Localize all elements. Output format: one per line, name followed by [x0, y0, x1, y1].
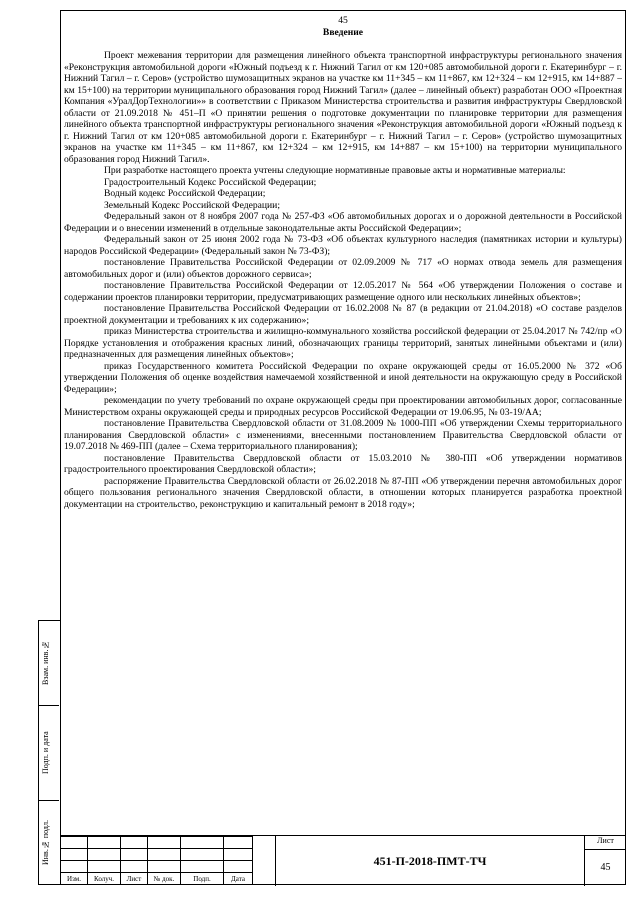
paragraph: постановление Правительства Российской Федерации от 02.09.2009 № 717 «О нормах отвода земель для размещения автомобильных дорог и (или) объектов дорожного сервиса»; — [64, 257, 622, 280]
paragraph: Водный кодекс Российской Федерации; — [104, 188, 266, 199]
col-ndok: № док. — [148, 873, 181, 885]
paragraph: распоряжение Правительства Свердловской области от 26.02.2018 № 87-ПП «Об утверждении перечня автомобильных дорог общего пользования регионального значения Свердловской области, в отношении которых планируется разработка проектной документации на строительство, реконструкцию и капитальный ремонт в 2018 году»; — [64, 475, 622, 510]
paragraph: постановление Правительства Российской Федерации от 12.05.2017 № 564 «Об утверждении Положения о составе и содержании проектов планировки территории, предусматривающих размещение одного или нескольких линейных объектов»; — [64, 280, 622, 303]
document-body — [64, 15, 622, 840]
side-cell — [39, 801, 59, 885]
side-label-replace-inv: Взам. инв.№ — [41, 640, 50, 686]
sheet-number: 45 — [600, 862, 611, 873]
page-number: 45 — [338, 15, 348, 26]
paragraph: приказ Министерства строительства и жилищно-коммунального хозяйства российской федерации от 25.04.2017 № 742/пр «О Порядке установления и отображения красных линий, обозначающих границы территорий, занятых линейными объектами и (или) предназначенных для размещения линейных объектов»; — [64, 326, 622, 360]
col-data: Дата — [224, 873, 253, 885]
paragraph: Проект межевания территории для размещения линейного объекта транспортной инфраструктуры регионального значения «Реконструкция автомобильной дороги «Южный подъезд к г. Нижний Тагил от км 120+085 автомобильной дороги г. Екатеринбург – г. Нижний Тагил – г. Серов» (устройство шумозащитных экранов на участке км 11+345 – км 11+867, км 12+324 – км 12+915, км 14+887 – км 15+100) на территории муниципального образования город Нижний Тагил» (далее – линейный объект) разработан ООО «Проектная Компания «УралДорТехнологии»» в соответствии с Приказом Министерства строительства и развития инфраструктуры Свердловской области от 21.09.2018 № 451–П «О принятии решения о подготовке документации по планировке территории для размещения линейного объекта транспортной инфраструктуры регионального значения «Реконструкция автомобильной дороги «Южный подъезд к г. Нижний Тагил от км 120+085 автомобильной дороги г. Екатеринбург – г. Нижний Тагил – г. Серов» (устройство шумозащитных экранов на участке км 11+345 – км 11+867, км 12+324 – км 12+915, км 14+887 – км 15+100) на территории муниципального образования город Нижний Тагил». — [64, 50, 622, 165]
side-label-inv-original: Инв.№ подл. — [41, 820, 50, 866]
section-heading: Введение — [322, 26, 364, 38]
paragraph: Федеральный закон от 8 ноября 2007 года № 257-ФЗ «Об автомобильных дорогах и о дорожной деятельности в Российской Федерации и о внесении изменений в отдельные законодательные акты Российской Федерации»; — [64, 211, 622, 234]
side-label-sign-date: Подп. и дата — [41, 731, 50, 775]
side-cell — [39, 706, 59, 801]
side-stamp-strip — [38, 620, 60, 885]
paragraph: Градостроительный Кодекс Российской Федерации; — [104, 176, 317, 188]
sheet-box — [585, 836, 626, 886]
paragraph: При разработке настоящего проекта учтены следующие нормативные правовые акты и нормативные материалы: — [104, 165, 566, 176]
paragraph: Земельный Кодекс Российской Федерации; — [104, 199, 280, 211]
side-cell — [39, 621, 59, 706]
col-izm: Изм. — [61, 873, 88, 885]
sheet-label: Лист — [585, 836, 626, 850]
document-code: 451-П-2018-ПМТ-ТЧ — [275, 836, 585, 886]
col-podp: Подп. — [181, 873, 224, 885]
paragraph: постановление Правительства Российской Федерации от 16.02.2008 № 87 (в редакции от 21.04.2018) «О составе разделов проектной документации и требованиях к их содержанию»; — [64, 303, 622, 326]
paragraph: постановление Правительства Свердловской области от 31.08.2009 № 1000-ПП «Об утверждении Схемы территориального планирования Свердловской области» с изменениями, внесенными постановлением Правительства Свердловской области от 19.07.2018 № 469-ПП (далее – Схема территориального планирования); — [64, 418, 622, 452]
title-block — [60, 835, 626, 885]
paragraph: постановление Правительства Свердловской области от 15.03.2010 № 380-ПП «Об утверждении нормативов градостроительного проектирования Свердловской области»; — [64, 452, 622, 475]
paragraph: Федеральный закон от 25 июня 2002 года № 73-ФЗ «Об объектах культурного наследия (памятниках истории и культуры) народов Российской Федерации» (Федеральный закон № 73-ФЗ); — [64, 234, 622, 257]
col-list: Лист — [121, 873, 148, 885]
paragraph: приказ Государственного комитета Российской Федерации по охране окружающей среды от 16.05.2000 № 372 «Об утверждении Положения об оценке воздействия намечаемой хозяйственной и иной деятельности на окружающую среду в Российской Федерации»; — [64, 360, 622, 395]
paragraph: рекомендации по учету требований по охране окружающей среды при проектировании автомобильных дорог, согласованные Министерством охраны окружающей среды и природных ресурсов Российской Федерации от 19.06.95, № 03-19/АА; — [64, 395, 622, 418]
col-koluch: Колуч. — [88, 873, 121, 885]
revision-table — [60, 836, 253, 885]
